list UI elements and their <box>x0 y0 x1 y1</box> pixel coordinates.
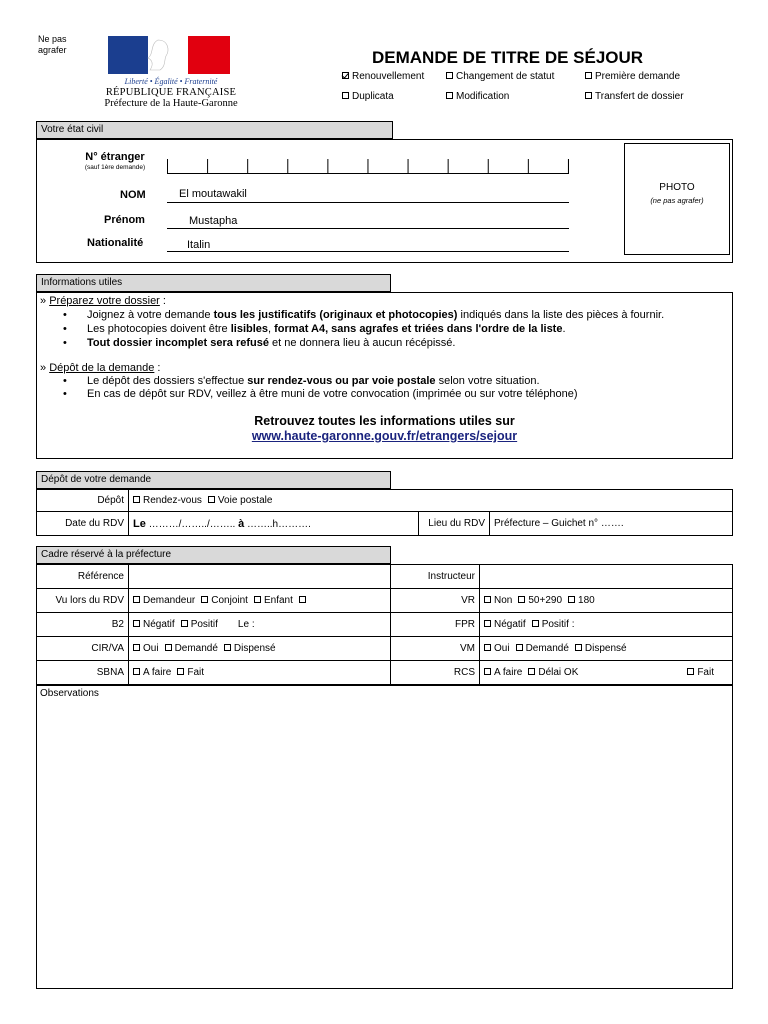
nationalite-line <box>167 251 569 252</box>
b2-label: B2 <box>37 613 129 637</box>
rcs-opt-fait[interactable]: Fait <box>687 667 714 678</box>
fpr-options <box>480 613 733 637</box>
info-bullet-1: • Joignez à votre demande tous les justificatifs (originaux et photocopies) indiqués dans la liste des pièces à fournir. <box>63 309 665 321</box>
checkbox-icon[interactable] <box>181 620 188 627</box>
checkbox-icon[interactable] <box>585 92 592 99</box>
depot-label: Dépôt <box>37 490 129 512</box>
fpr-label: FPR <box>391 613 480 637</box>
fpr-opt-negatif[interactable]: Négatif <box>484 619 526 630</box>
checkbox-icon[interactable] <box>254 596 261 603</box>
checkbox-icon[interactable] <box>342 92 349 99</box>
cirva-opt-demande[interactable]: Demandé <box>165 643 218 654</box>
vr-opt-non[interactable]: Non <box>484 595 512 606</box>
checkbox-icon[interactable] <box>133 620 140 627</box>
sbna-opt-fait[interactable]: Fait <box>177 667 204 678</box>
cirva-label: CIR/VA <box>37 637 129 661</box>
checkbox-icon[interactable] <box>446 92 453 99</box>
checkbox-icon[interactable] <box>133 596 140 603</box>
date-rdv-value[interactable]: Le ………/……../…….. à ……..h………. <box>129 512 419 536</box>
request-type-modification[interactable]: Modification <box>446 91 509 102</box>
nom-label: NOM <box>120 189 146 201</box>
photo-box: PHOTO (ne pas agrafer) <box>624 143 730 255</box>
depot-table <box>36 489 733 536</box>
cirva-options <box>129 637 391 661</box>
marianne-flag-icon <box>108 36 230 74</box>
prefecture-name: Préfecture de la Haute-Garonne <box>104 98 238 109</box>
vr-opt-50290[interactable]: 50+290 <box>518 595 562 606</box>
fpr-opt-positif[interactable]: Positif : <box>532 619 575 630</box>
cirva-opt-oui[interactable]: Oui <box>133 643 159 654</box>
instructeur-label: Instructeur <box>391 565 480 589</box>
checkbox-icon[interactable] <box>165 644 172 651</box>
vm-label: VM <box>391 637 480 661</box>
republic-name: RÉPUBLIQUE FRANÇAISE <box>105 87 237 98</box>
info-bullet-2: • Les photocopies doivent être lisibles, format A4, sans agrafes et triées dans l'ordre de la liste. <box>63 323 566 335</box>
checkbox-icon[interactable] <box>687 668 694 675</box>
info-link[interactable]: www.haute-garonne.gouv.fr/etrangers/sejour <box>251 429 518 443</box>
reference-label: Référence <box>37 565 129 589</box>
vu-opt-enfant[interactable]: Enfant <box>254 595 293 606</box>
checkbox-icon[interactable] <box>133 644 140 651</box>
prenom-label: Prénom <box>104 214 145 226</box>
checkbox-icon[interactable] <box>342 72 349 79</box>
motto: Liberté • Égalité • Fraternité <box>124 77 218 86</box>
sbna-options <box>129 661 391 685</box>
b2-le: Le : <box>237 619 255 630</box>
checkbox-icon[interactable] <box>208 496 215 503</box>
checkbox-icon[interactable] <box>528 668 535 675</box>
b2-opt-positif[interactable]: Positif <box>181 619 218 630</box>
depot-opt-postale[interactable]: Voie postale <box>208 495 273 506</box>
rcs-options <box>480 661 733 685</box>
b2-opt-negatif[interactable]: Négatif <box>133 619 175 630</box>
reference-value[interactable] <box>129 565 391 589</box>
checkbox-icon[interactable] <box>568 596 575 603</box>
checkbox-icon[interactable] <box>133 496 140 503</box>
checkbox-icon[interactable] <box>133 668 140 675</box>
request-type-transfert[interactable]: Transfert de dossier <box>585 91 684 102</box>
n-etranger-field[interactable] <box>167 160 569 174</box>
prefecture-header: Cadre réservé à la préfecture <box>36 546 391 564</box>
retrouvez-text: Retrouvez toutes les informations utiles sur <box>254 414 515 428</box>
info-bullet-5: • En cas de dépôt sur RDV, veillez à être muni de votre convocation (imprimée ou sur votre téléphone) <box>63 388 578 400</box>
checkbox-icon[interactable] <box>224 644 231 651</box>
n-etranger-label: N° étranger <box>85 151 145 163</box>
checkbox-icon[interactable] <box>177 668 184 675</box>
info-bullet-4: • Le dépôt des dossiers s'effectue sur rendez-vous ou par voie postale selon votre situation. <box>63 375 540 387</box>
checkbox-icon[interactable] <box>299 596 306 603</box>
vm-options <box>480 637 733 661</box>
do-not-staple-note: Ne pas agrafer <box>38 34 67 55</box>
vr-label: VR <box>391 589 480 613</box>
prefecture-table <box>36 564 733 685</box>
nationalite-label: Nationalité <box>87 237 144 249</box>
checkbox-icon[interactable] <box>532 620 539 627</box>
observations-label: Observations <box>40 688 99 699</box>
depot-title: » Dépôt de la demande : <box>40 362 161 374</box>
date-rdv-label: Date du RDV <box>37 512 129 536</box>
depot-options <box>129 490 733 512</box>
lieu-rdv-label: Lieu du RDV <box>419 512 490 536</box>
info-bullet-3: • Tout dossier incomplet sera refusé et ne donnera lieu à aucun récépissé. <box>63 337 456 349</box>
info-link-wrap <box>36 429 733 443</box>
n-etranger-sub: (sauf 1ère demande) <box>84 164 146 171</box>
rcs-opt-afaire[interactable]: A faire <box>484 667 522 678</box>
checkbox-icon[interactable] <box>484 620 491 627</box>
etat-civil-header: Votre état civil <box>36 121 393 139</box>
checkbox-icon[interactable] <box>484 668 491 675</box>
vm-opt-oui[interactable]: Oui <box>484 643 510 654</box>
vu-opt-demandeur[interactable]: Demandeur <box>133 595 195 606</box>
prenom-line <box>167 228 569 229</box>
infos-header: Informations utiles <box>36 274 391 292</box>
vm-opt-demande[interactable]: Demandé <box>516 643 569 654</box>
sbna-opt-afaire[interactable]: A faire <box>133 667 171 678</box>
rcs-opt-delai[interactable]: Délai OK <box>528 667 578 678</box>
depot-header: Dépôt de votre demande <box>36 471 391 489</box>
checkbox-icon[interactable] <box>518 596 525 603</box>
cirva-opt-dispense[interactable]: Dispensé <box>224 643 276 654</box>
vr-options <box>480 589 733 613</box>
depot-opt-rdv[interactable]: Rendez-vous <box>133 495 202 506</box>
vm-opt-dispense[interactable]: Dispensé <box>575 643 627 654</box>
request-type-premiere[interactable]: Première demande <box>585 71 680 82</box>
vu-opt-other[interactable] <box>299 595 309 606</box>
vu-label: Vu lors du RDV <box>37 589 129 613</box>
checkbox-icon[interactable] <box>484 596 491 603</box>
request-type-duplicata[interactable]: Duplicata <box>342 91 394 102</box>
nom-value[interactable]: El moutawakil <box>179 188 247 200</box>
observations-box[interactable] <box>36 685 733 989</box>
checkbox-icon[interactable] <box>484 644 491 651</box>
b2-options <box>129 613 391 637</box>
checkbox-icon[interactable] <box>446 72 453 79</box>
rcs-label: RCS <box>391 661 480 685</box>
lieu-rdv-value[interactable]: Préfecture – Guichet n° ……. <box>490 512 733 536</box>
instructeur-value[interactable] <box>480 565 733 589</box>
prep-title: » Préparez votre dossier : <box>40 295 166 307</box>
request-type-changement[interactable]: Changement de statut <box>446 71 554 82</box>
vu-opt-conjoint[interactable]: Conjoint <box>201 595 248 606</box>
request-type-renouvellement[interactable]: Renouvellement <box>342 71 424 82</box>
prenom-value[interactable]: Mustapha <box>189 215 238 227</box>
sbna-label: SBNA <box>37 661 129 685</box>
vu-options <box>129 589 391 613</box>
checkbox-icon[interactable] <box>575 644 582 651</box>
nom-line <box>167 202 569 203</box>
checkbox-icon[interactable] <box>201 596 208 603</box>
nationalite-value[interactable]: Italin <box>187 239 211 251</box>
checkbox-icon[interactable] <box>585 72 592 79</box>
checkbox-icon[interactable] <box>516 644 523 651</box>
page-title: DEMANDE DE TITRE DE SÉJOUR <box>372 48 644 67</box>
vr-opt-180[interactable]: 180 <box>568 595 595 606</box>
republique-logo <box>96 36 246 109</box>
